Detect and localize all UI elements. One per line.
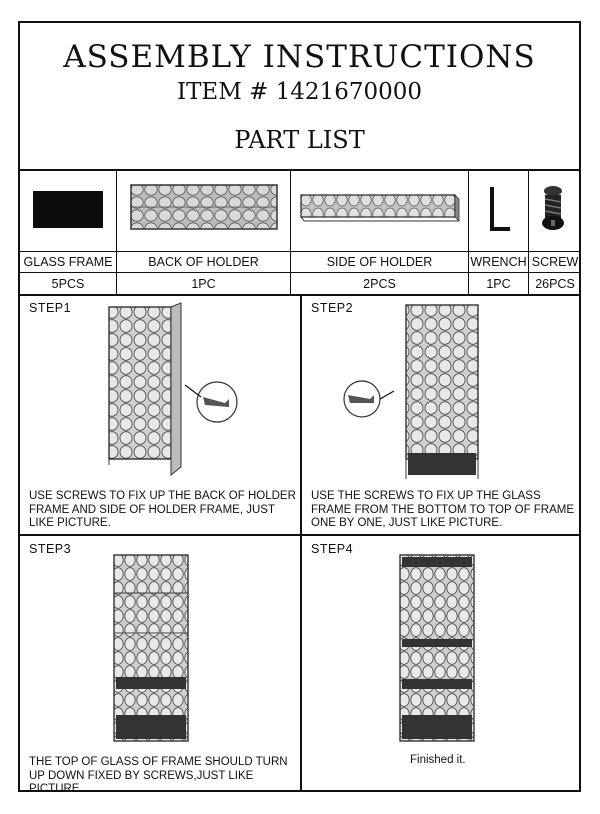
divider — [20, 534, 579, 536]
glass-frame-image — [33, 191, 103, 228]
divider — [20, 169, 579, 171]
assembly-sheet — [18, 21, 581, 795]
screw-image — [535, 183, 575, 235]
step1-illustration — [105, 305, 245, 485]
part-qty: 2PCS — [363, 277, 396, 291]
side-of-holder-image — [300, 193, 460, 225]
step3-illustration — [112, 553, 192, 745]
step1-text: USE SCREWS TO FIX UP THE BACK OF HOLDER FRAME AND SIDE OF HOLDER FRAME, JUST LIKE PICTURE. — [29, 490, 296, 529]
divider — [20, 272, 579, 273]
step4-text: Finished it. — [410, 754, 466, 766]
part-qty: 26PCS — [535, 277, 575, 291]
part-name: BACK OF HOLDER — [148, 255, 259, 269]
step2-title: STEP2 — [311, 301, 354, 315]
step1-title: STEP1 — [29, 301, 72, 315]
step2-illustration — [340, 303, 500, 485]
part-qty: 5PCS — [51, 277, 85, 291]
divider — [20, 251, 579, 252]
step3-title: STEP3 — [29, 542, 72, 556]
back-of-holder-image — [130, 183, 280, 233]
part-list-heading: PART LIST — [234, 126, 365, 154]
part-name: GLASS FRAME — [23, 255, 113, 269]
part-qty: 1PC — [486, 277, 511, 291]
step2-text: USE THE SCREWS TO FIX UP THE GLASS FRAME FROM THE BOTTOM TO TOP OF FRAME ONE BY ONE, JUST LIKE PICTURE. — [311, 490, 575, 529]
wrench-image — [482, 183, 518, 239]
step4-title: STEP4 — [311, 542, 354, 556]
step4-illustration — [398, 553, 478, 745]
part-name: SIDE OF HOLDER — [326, 255, 433, 269]
part-name: SCREW — [531, 255, 579, 269]
part-qty: 1PC — [191, 277, 216, 291]
divider — [300, 295, 302, 792]
step3-text: THE TOP OF GLASS OF FRAME SHOULD TURN UP DOWN FIXED BY SCREWS,JUST LIKE PICTURE. — [29, 756, 288, 795]
part-name: WRENCH — [470, 255, 527, 269]
item-number: ITEM # 1421670000 — [177, 79, 422, 105]
document-title: ASSEMBLY INSTRUCTIONS — [63, 39, 536, 75]
